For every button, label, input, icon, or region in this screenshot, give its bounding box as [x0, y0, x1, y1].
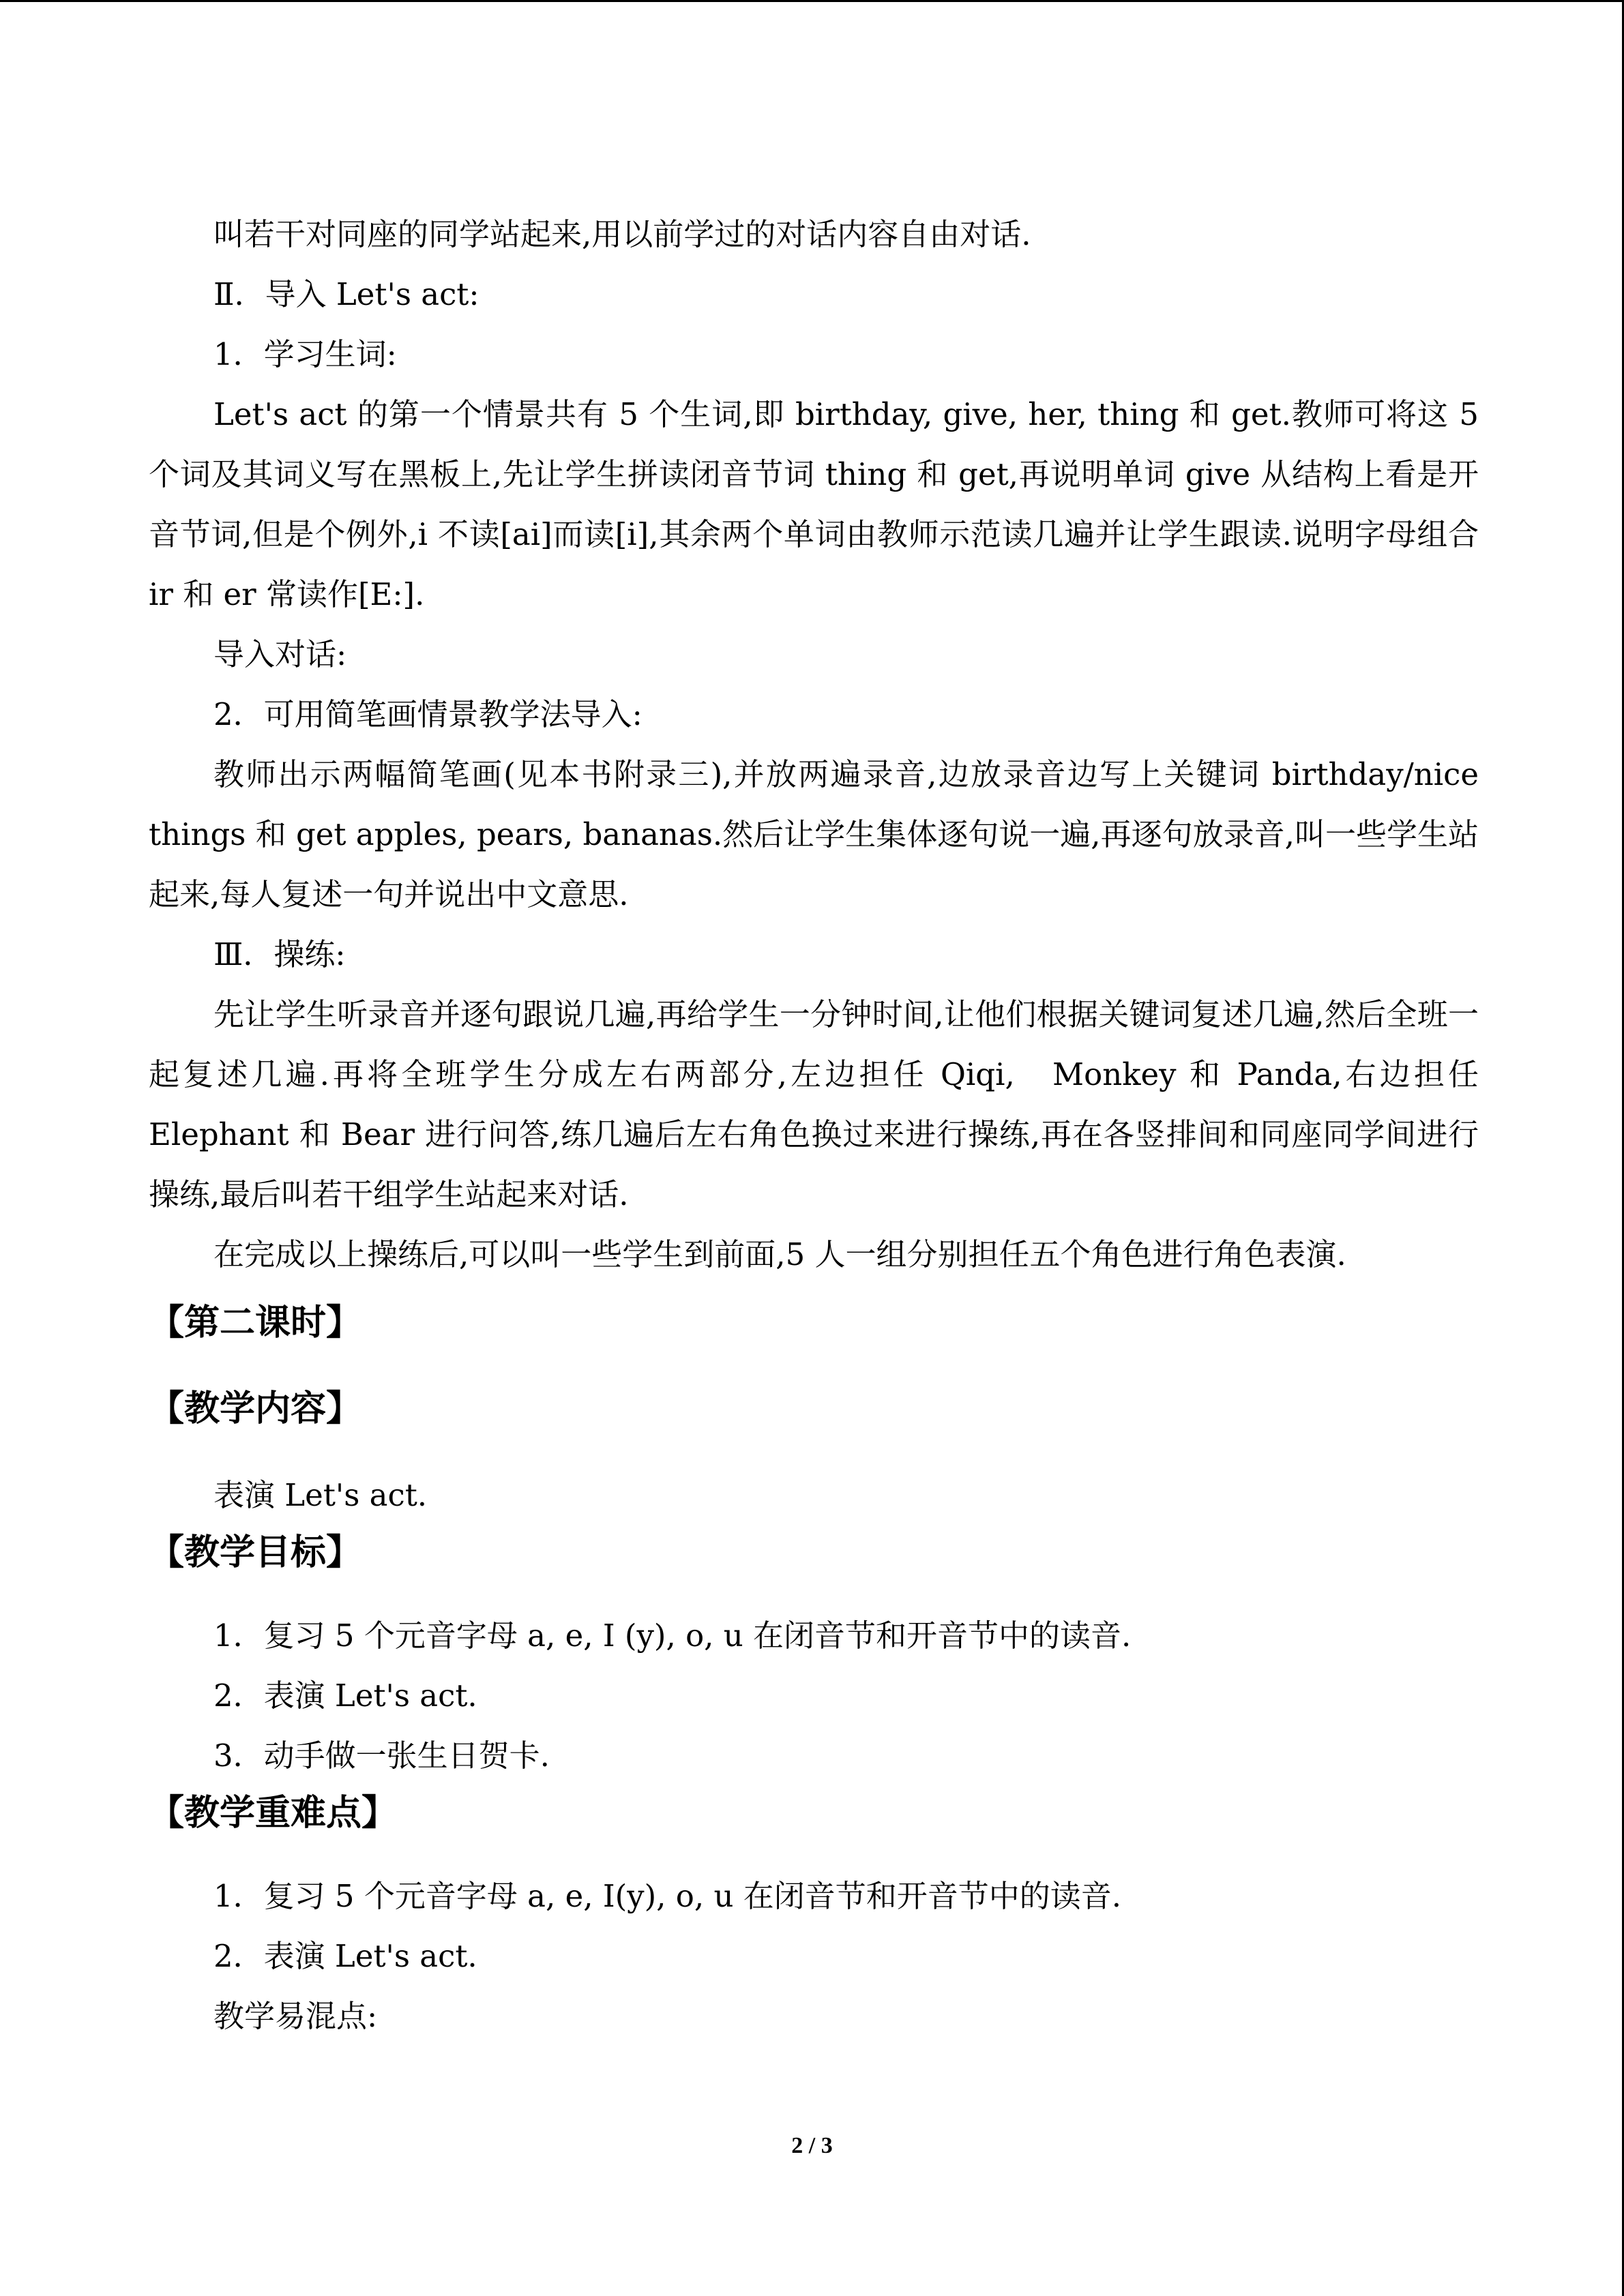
goal-item: 1．复习 5 个元音字母 a, e, I (y), o, u 在闭音节和开音节中的读音. — [213, 1617, 1132, 1654]
heading-teaching-content: 【教学内容】 — [149, 1388, 362, 1429]
paragraph-teacher-drawings: 教师出示两幅简笔画(见本书附录三),并放两遍录音,边放录音边写上关键词 birthday/nice things 和 get apples, pears, bananas.然后让学生集体逐句说一遍,再逐句放录音,叫一些学生站起来,每人复述一句并说出中文意思. — [149, 756, 1479, 912]
page-number: 2 / 3 — [791, 2133, 833, 2158]
paragraph-practice: 先让学生听录音并逐句跟说几遍,再给学生一分钟时间,让他们根据关键词复述几遍,然后全班一起复述几遍.再将全班学生分成左右两部分,左边担任 Qiqi, Monkey 和 Panda,右边担任 Elephant 和 Bear 进行问答,练几遍后左右角色换过来进行操练,再在各竖排间和同座同学间进行操练,最后叫若干组学生站起来对话. — [149, 996, 1479, 1212]
difficulty-item: 1．复习 5 个元音字母 a, e, I(y), o, u 在闭音节和开音节中的读音. — [213, 1878, 1122, 1914]
subsection-stick-figure: 2．可用简笔画情景教学法导入: — [213, 696, 643, 732]
paragraph: 叫若干对同座的同学站起来,用以前学过的对话内容自由对话. — [213, 216, 1031, 252]
paragraph-confusing-points: 教学易混点: — [213, 1998, 378, 2034]
section-heading-3: Ⅲ．操练: — [213, 936, 346, 972]
paragraph-role-play: 在完成以上操练后,可以叫一些学生到前面,5 人一组分别担任五个角色进行角色表演. — [213, 1236, 1346, 1272]
paragraph-new-words: Let's act 的第一个情景共有 5 个生词,即 birthday, give, her, thing 和 get.教师可将这 5 个词及其词义写在黑板上,先让学生拼读闭音节词 thing 和 get,再说明单词 give 从结构上看是开音节词,但是个例外,i 不读[ai]而读[i],其余两个单词由教师示范读几遍并让学生跟读.说明字母组合 ir 和 er 常读作[E:]. — [149, 396, 1479, 612]
goal-item: 2．表演 Let's act. — [213, 1678, 477, 1714]
heading-key-difficulties: 【教学重难点】 — [149, 1793, 398, 1834]
heading-teaching-goals: 【教学目标】 — [149, 1532, 362, 1573]
paragraph-intro-dialogue: 导入对话: — [213, 636, 347, 672]
section-heading-2: Ⅱ．导入 Let's act: — [213, 276, 479, 312]
document-body — [149, 205, 1479, 2046]
difficulty-item: 2．表演 Let's act. — [213, 1938, 477, 1974]
goal-item: 3．动手做一张生日贺卡. — [213, 1738, 550, 1774]
subsection-learn-words: 1．学习生词: — [213, 336, 397, 372]
paragraph-content: 表演 Let's act. — [213, 1477, 428, 1513]
heading-lesson-two: 【第二课时】 — [149, 1302, 362, 1343]
